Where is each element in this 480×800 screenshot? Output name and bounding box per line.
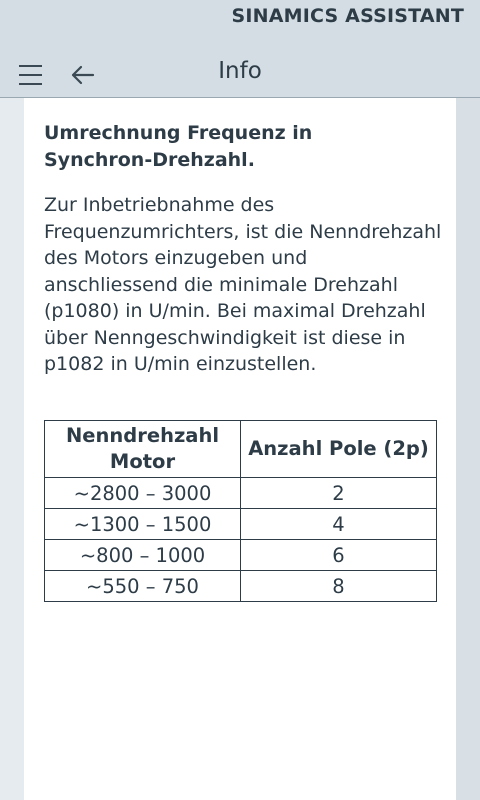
table-row (45, 509, 437, 540)
cell-pole-count: 4 (241, 509, 437, 540)
cell-pole-count: 2 (241, 478, 437, 509)
info-body-text: Zur Inbetriebnahme des Frequenzumrichters, ist die Nenndrehzahl des Motors einzugeben und anschliessend die minimale Drehzahl (p1080) in U/min. Bei maximal Drehzahl über Nenngeschwindigkeit ist diese in p1082 in U/min einzustellen. (44, 194, 442, 375)
info-content (24, 98, 456, 800)
cell-pole-count: 6 (241, 540, 437, 571)
header-rated-speed: Nenndrehzahl Motor (45, 421, 241, 478)
table-row (45, 478, 437, 509)
app-name: SINAMICS ASSISTANT (231, 5, 464, 27)
header-pole-count: Anzahl Pole (2p) (241, 421, 437, 478)
cell-pole-count: 8 (241, 571, 437, 602)
table-row (45, 571, 437, 602)
cell-rated-speed: ~2800 – 3000 (45, 478, 241, 509)
left-margin (0, 98, 24, 800)
pole-table (44, 420, 437, 602)
info-heading: Umrechnung Frequenz in Synchron-Drehzahl. (44, 122, 313, 171)
table-row (45, 540, 437, 571)
cell-rated-speed: ~1300 – 1500 (45, 509, 241, 540)
cell-rated-speed: ~550 – 750 (45, 571, 241, 602)
cell-rated-speed: ~800 – 1000 (45, 540, 241, 571)
app-header (0, 0, 480, 98)
table-header-row (45, 421, 437, 478)
page-title: Info (218, 58, 262, 84)
scrollbar-track[interactable] (456, 98, 480, 800)
